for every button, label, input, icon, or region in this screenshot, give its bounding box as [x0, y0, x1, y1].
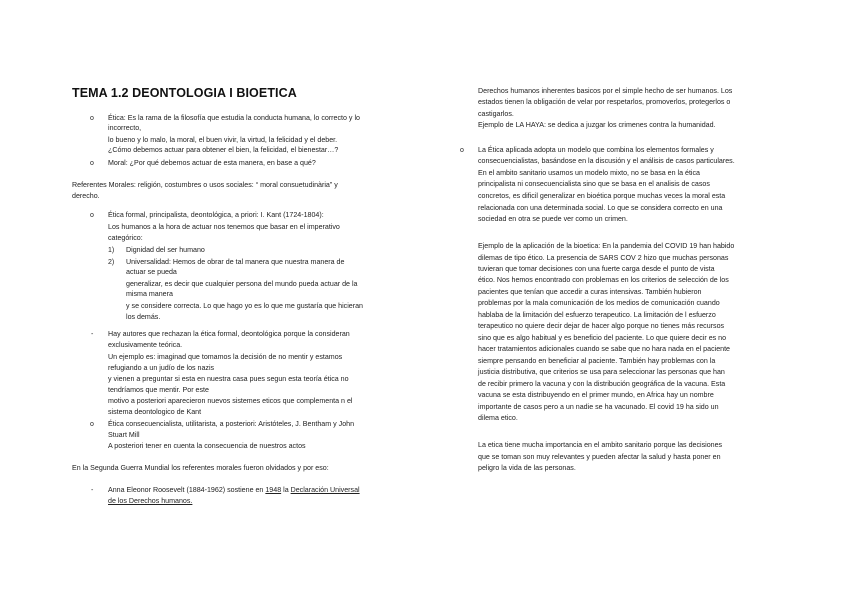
text-line: dilemas de tipo ético. La presencia de SARS COV 2 hizo que muchas personas — [478, 254, 729, 262]
text-line: pacientes que tenían que accedir a curas intensivas. También hubieron — [478, 288, 702, 296]
text-line: consecuencialistas, basándose en la discusión y el análisis de casos particulares. — [478, 157, 735, 165]
text-line: Los humanos a la hora de actuar nos tenemos que basar en el imperativo — [108, 223, 340, 231]
text-line: justicia distributiva, que criterios se usa para seleccionar las personas que han — [478, 368, 725, 376]
text-line: Moral: ¿Por qué debemos actuar de esta manera, en base a qué? — [108, 159, 316, 167]
text-line: principalista ni consecuencialista sino que se basa en el analisis de casos — [478, 180, 710, 188]
declaracion-link[interactable]: Declaración Universal — [290, 486, 360, 494]
text-line: Ejemplo de LA HAYA: se dedica a juzgar los crimenes contra la humanidad. — [478, 121, 716, 129]
bullet-circle: o — [90, 212, 94, 219]
year-link[interactable]: 1948 — [265, 486, 282, 494]
bullet-circle: o — [460, 147, 464, 154]
text-line — [108, 486, 360, 495]
text-line: Referentes Morales: religión, costumbres o usos sociales: “ moral consuetudinària” y — [72, 181, 338, 189]
text-line: En el ambito sanitario usamos un modelo mixto, no se basa en la ética — [478, 169, 700, 177]
text-line: concretos, es dificil generalizar en bioética porque muchas veces la moral esta — [478, 192, 726, 200]
text-line: castigarlos. — [478, 110, 514, 118]
text-line: estados tienen la obligación de velar por respetarlos, promoverlos, protegerlos o — [478, 98, 731, 106]
bullet-circle: o — [90, 421, 94, 428]
text-line: Derechos humanos inherentes basicos por el simple hecho de ser humanos. Los — [478, 87, 733, 95]
text-line: La Ética aplicada adopta un modelo que combina los elementos formales y — [478, 146, 714, 154]
text-line: misma manera — [126, 290, 173, 298]
bullet-circle: o — [90, 115, 94, 122]
list-number: 1) — [108, 247, 115, 254]
text-line: refugiando a un judío de los nazis — [108, 364, 215, 372]
text-line: relacionada con una determinada social. Lo que se considera correcto en una — [478, 204, 723, 212]
text-line: peligro la vida de las personas. — [478, 464, 576, 472]
text-line: Stuart Mill — [108, 431, 140, 439]
text-line: exclusivamente teórica. — [108, 341, 183, 349]
text-line: sistema deontologico de Kant — [108, 408, 202, 416]
text-line: dilema etico. — [478, 414, 518, 422]
text-line: Un ejemplo es: imaginad que tomamos la decisión de no mentir y estamos — [108, 353, 343, 361]
text-line: Ejemplo de la aplicación de la bioetica: En la pandemia del COVID 19 han habido — [478, 242, 735, 250]
text-line: Dignidad del ser humano — [126, 246, 205, 254]
bullet-dash: - — [91, 331, 94, 338]
text-line: de recibir primero la vacuna y con la distribución geográfica de la vacuna. Esta — [478, 380, 726, 388]
text-line: y se considere correcta. Lo que hago yo es lo que me gustaría que hicieran — [126, 302, 363, 310]
text-line: que se toman son muy relevantes y pueden afectar la salud y hasta poner en — [478, 453, 721, 461]
text-line: La etica tiene mucha importancia en el ambito sanitario porque las decisiones — [478, 441, 723, 449]
text-run: Anna Eleonor Roosevelt (1884-1962) sostiene en — [108, 486, 266, 494]
text-line: vacuna se esta distribuyendo en el primer mundo, en Africa hay un nombre — [478, 391, 714, 399]
text-line: Ética formal, principalista, deontológica, a priori: I. Kant (1724-1804): — [108, 211, 324, 219]
text-line: En la Segunda Guerra Mundial los referentes morales fueron olvidados y por eso: — [72, 464, 329, 472]
text-line: tendríamos que mentir. Por este — [108, 386, 209, 394]
text-line: Universalidad: Hemos de obrar de tal manera que nuestra manera de — [126, 258, 345, 266]
bullet-dash: - — [91, 487, 94, 494]
text-line: Ética consecuencialista, utilitarista, a posteriori: Aristóteles, J. Bentham y John — [108, 420, 355, 428]
page-title: TEMA 1.2 DEONTOLOGIA I BIOETICA — [72, 86, 297, 100]
bullet-circle: o — [90, 160, 94, 167]
text-line: generalizar, es decir que cualquier persona del mundo pueda actuar de la — [126, 280, 358, 288]
text-line: ético. Nos hemos encontrado con problemas en los criterios de selección de los — [478, 276, 729, 284]
text-line: Hay autores que rechazan la ética formal, deontológica porque la consideran — [108, 330, 350, 338]
text-line: problemas por la mala comunicación de los medios de comunicación cuando — [478, 299, 720, 307]
text-line: terapeutico no quiere decir dejar de hacer algo porque no tienes más recursos — [478, 322, 725, 330]
text-run: la — [281, 486, 291, 494]
text-line: A posteriori tener en cuenta la consecuencia de nuestros actos — [108, 442, 306, 450]
text-line: y vienen a preguntar si esta en nuestra casa pues segun esta teoría ética no — [108, 375, 349, 383]
text-line: hablaba de la limitación del esfuerzo terapeutico. La limitación de l esfuerzo — [478, 311, 716, 319]
text-line: actuar se pueda — [126, 268, 177, 276]
text-line: los demás. — [126, 313, 161, 321]
text-line: motivo a posteriori aparecieron nuevos sistemes eticos que complementa n el — [108, 397, 353, 405]
text-line: importante de casos pero a un nadie se ha vacunado. El covid 19 ha sido un — [478, 403, 719, 411]
text-line: categórico: — [108, 234, 143, 242]
text-line: siempre pensando en beneficiar al paciente. También hay problemas con la — [478, 357, 716, 365]
text-line: sino que es algo habitual y es beneficio del paciente. Lo que quiere decir es no — [478, 334, 727, 342]
text-line: derecho. — [72, 192, 100, 200]
text-line: ¿Cómo debemos actuar para obtener el bien, la felicidad, el bienestar…? — [108, 146, 339, 154]
text-line: lo bueno y lo malo, la moral, el buen vivir, la virtud, la felicidad y el deber. — [108, 136, 338, 144]
text-line: tuvieran que tomar decisiones con una fuerte carga desde el punto de vista — [478, 265, 715, 273]
list-number: 2) — [108, 259, 115, 266]
text-line: Ética: Es la rama de la filosofía que estudia la conducta humana, lo correcto y lo — [108, 114, 360, 122]
text-line: hacer tratamientos adicionales cuando se sabe que no hara nada en el paciente — [478, 345, 731, 353]
text-line: sociedad en otra se puede ver como un crimen. — [478, 215, 628, 223]
text-line: incorrecto, — [108, 124, 142, 132]
declaracion-link[interactable]: de los Derechos humanos. — [108, 497, 193, 505]
